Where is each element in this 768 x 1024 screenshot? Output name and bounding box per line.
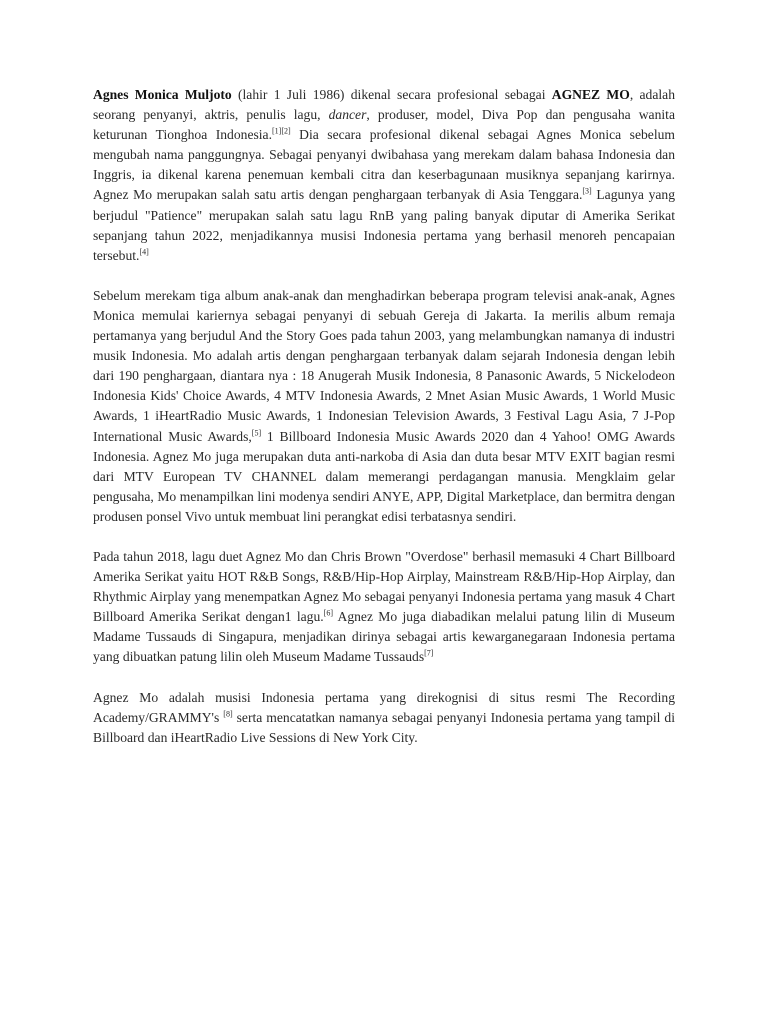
citation-marker: [6] bbox=[323, 608, 333, 618]
text-run: (lahir 1 Juli 1986) dikenal secara profesional sebagai bbox=[231, 87, 552, 102]
citation-marker: [5] bbox=[251, 427, 262, 437]
text-run: Pada tahun 2018, lagu duet Agnez Mo dan Chris Brown "Overdose" berhasil memasuki 4 Chart Billboard Amerika Serikat yaitu HOT R&B Songs, R&B/Hip-Hop Airplay, Mainstream R&B/Hip-Hop Airplay, dan Rhythmic Airplay yang menempatkan Agnez Mo sebagai penyanyi Indonesia pertama yang masuk 4 Chart Billboard Amerika Serikat dengan1 lagu. bbox=[93, 548, 675, 625]
paragraph-3 bbox=[93, 547, 675, 668]
paragraph-4 bbox=[93, 688, 675, 748]
article-body bbox=[93, 85, 675, 768]
text-run: Lagunya yang berjudul "Patience" merupakan salah satu lagu RnB yang paling banyak diputar di Amerika Serikat sepanjang tahun 2022, menjadikannya musisi Indonesia pertama yang berhasil menoreh pencapaian tersebut. bbox=[93, 187, 675, 263]
citation-marker: [1][2] bbox=[271, 126, 291, 136]
bold-text: Agnes Monica Muljoto bbox=[93, 87, 232, 102]
citation-marker: [7] bbox=[424, 648, 434, 658]
text-run: Dia secara profesional dikenal sebagai Agnes Monica sebelum mengubah nama panggungnya. Sebagai penyanyi dwibahasa yang merekam dalam bahasa Indonesia dan Inggris, ia dikenal karena penemuan kembali citra dan keserbagunaan musiknya sepanjang karirnya. Agnez Mo merupakan salah satu artis dengan penghargaan terbanyak di Asia Tenggara. bbox=[93, 127, 675, 203]
citation-marker: [8] bbox=[223, 709, 233, 719]
italic-text: dancer bbox=[328, 107, 367, 123]
text-run: Agnez Mo juga diabadikan melalui patung lilin di Museum Madame Tussauds di Singapura, menjadikan dirinya sebagai artis kewarganegaraan Indonesia pertama yang dibuatkan patung lilin oleh Museum Madame Tussauds bbox=[93, 609, 676, 665]
citation-marker: [4] bbox=[139, 247, 149, 257]
text-run: , adalah seorang penyanyi, aktris, penulis lagu, bbox=[93, 87, 675, 123]
citation-marker: [3] bbox=[582, 186, 592, 196]
paragraph-1 bbox=[93, 85, 675, 266]
bold-text: AGNEZ MO bbox=[551, 87, 630, 102]
text-run: serta mencatatkan namanya sebagai penyanyi Indonesia pertama yang tampil di Billboard dan iHeartRadio Live Sessions di New York City. bbox=[93, 709, 675, 745]
text-run: 1 Billboard Indonesia Music Awards 2020 dan 4 Yahoo! OMG Awards Indonesia. Agnez Mo juga merupakan duta anti-narkoba di Asia dan duta besar MTV EXIT bagian resmi dari MTV European TV CHANNEL dalam memerangi perdagangan manusia. Mengklaim gelar pengusaha, Mo menampilkan lini modenya sendiri ANYE, APP, Digital Marketplace, dan bermitra dengan produsen ponsel Vivo untuk membuat lini perangkat edisi terbatasnya sendiri. bbox=[93, 428, 675, 524]
text-run: , produser, model, Diva Pop dan pengusaha wanita keturunan Tionghoa Indonesia. bbox=[93, 107, 675, 143]
paragraph-2 bbox=[93, 286, 675, 527]
text-run: Sebelum merekam tiga album anak-anak dan menghadirkan beberapa program televisi anak-anak, Agnes Monica memulai kariernya sebagai penyanyi di sebuah Gereja di Jakarta. Ia merilis album remaja pertamanya yang berjudul And the Story Goes pada tahun 2003, yang melambungkan namanya di industri musik Indonesia. Mo adalah artis dengan penghargaan terbanyak dalam sejarah Indonesia dengan lebih dari 190 penghargaan, diantara nya : 18 Anugerah Musik Indonesia, 8 Panasonic Awards, 5 Nickelodeon Indonesia Kids' Choice Awards, 4 MTV Indonesia Awards, 2 Mnet Asian Music Awards, 1 World Music Awards, 1 iHeartRadio Music Awards, 1 Indonesian Television Awards, 3 Festival Lagu Asia, 7 J-Pop International Music Awards, bbox=[93, 287, 675, 444]
text-run: Agnez Mo adalah musisi Indonesia pertama yang direkognisi di situs resmi The Recording Academy/GRAMMY's bbox=[93, 689, 675, 725]
